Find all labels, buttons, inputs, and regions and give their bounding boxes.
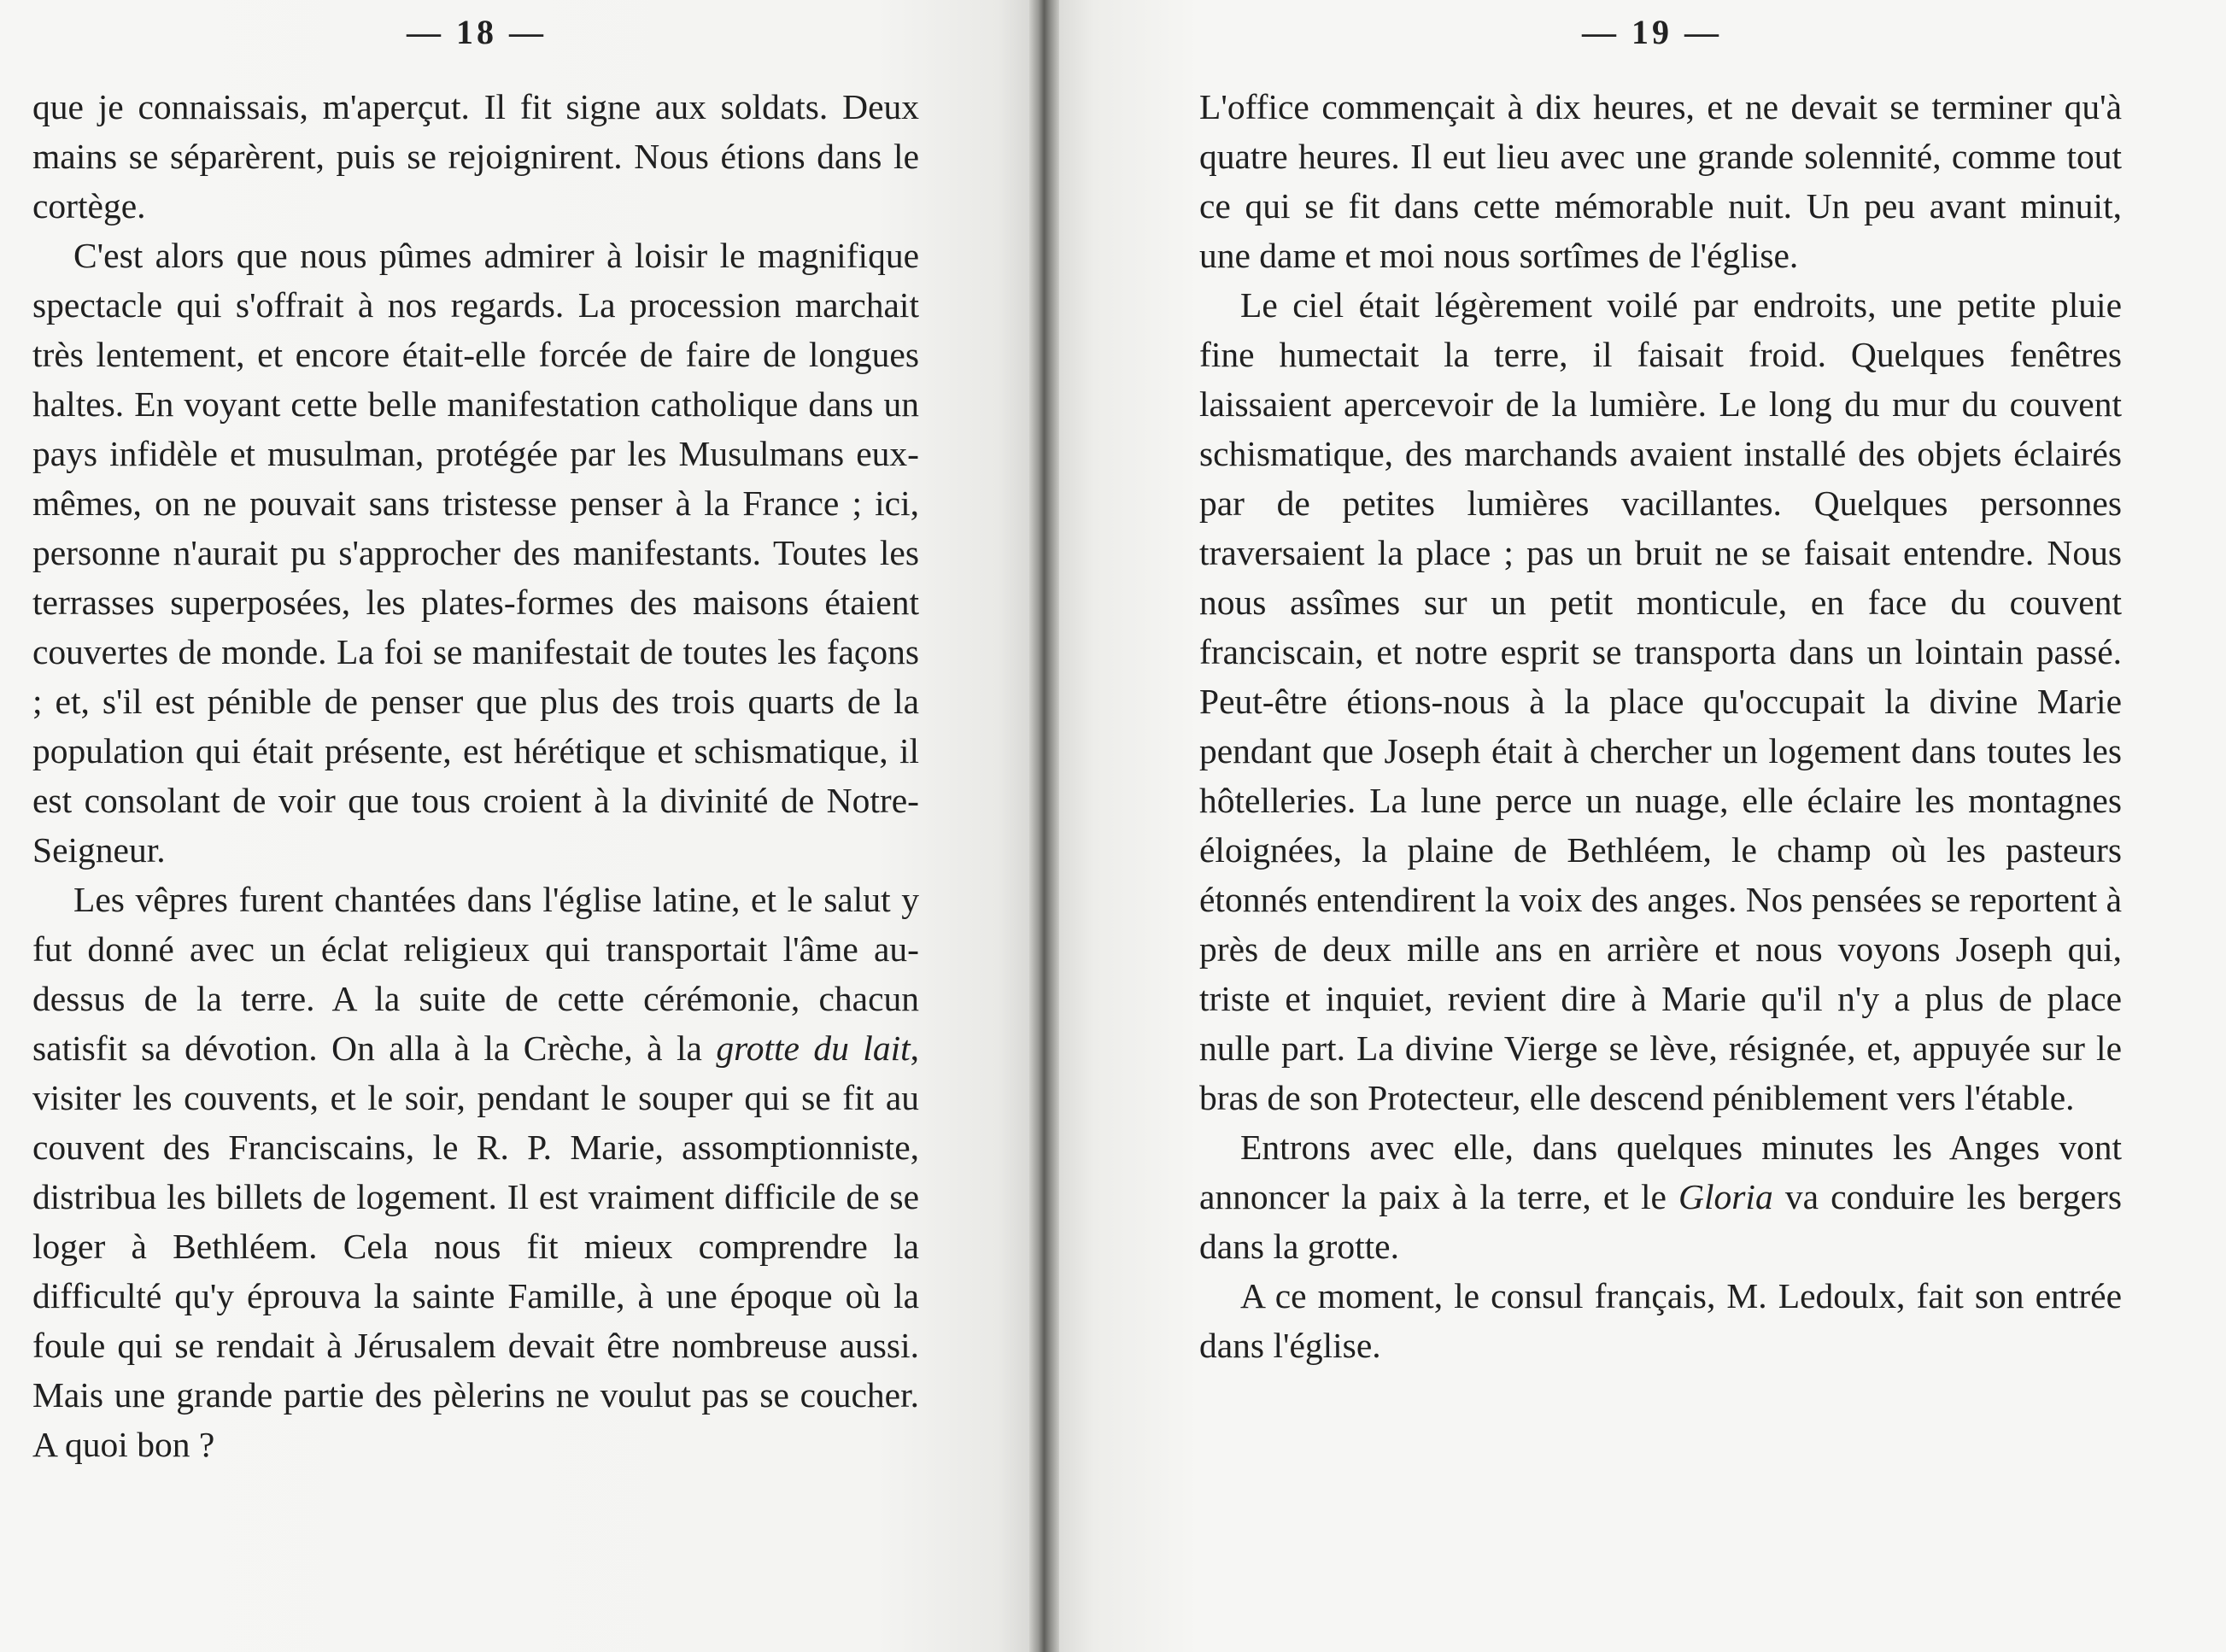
right-page-text (1199, 82, 2122, 1370)
left-page-text (32, 82, 919, 1469)
page-number-right: — 19 — (1582, 13, 1722, 51)
book-gutter (1029, 0, 1059, 1652)
right-page (1059, 0, 2226, 1652)
italic-phrase-grotte-du-lait: grotte du lait (716, 1028, 911, 1068)
text-segment: L'office commençait à dix heures, et ne devait se terminer qu'à quatre heures. Il eut lieu avec une grande solennité, comme tout ce qui se fit dans cette mémorable nuit. Un peu avant minuit, une dame et moi nous sortîmes de l'église. (1199, 87, 2122, 275)
left-paragraph-3 (32, 875, 919, 1469)
text-segment: Les vêpres furent chantées dans l'église latine, et le salut y fut donné avec un éclat religieux qui transportait l'âme au-dessus de la terre. A la suite de cette cérémonie, chacun satisfit sa dévotion. On alla à la Crèche, à la (32, 880, 919, 1068)
left-paragraph-1 (32, 82, 919, 231)
right-paragraph-4 (1199, 1271, 2122, 1370)
left-page (0, 0, 1029, 1652)
text-segment: C'est alors que nous pûmes admirer à loisir le magnifique spectacle qui s'offrait à nos regards. La procession marchait très lentement, et encore était-elle forcée de faire de longues haltes. En voyant cette belle manifestation catholique dans un pays infidèle et musulman, protégée par les Musulmans eux-mêmes, on ne pouvait sans tristesse penser à la France ; ici, personne n'aurait pu s'approcher des manifestants. Toutes les terrasses superposées, les plates-formes des maisons étaient couvertes de monde. La foi se manifestait de toutes les façons ; et, s'il est pénible de penser que plus des trois quarts de la population qui était présente, est hérétique et schismatique, il est consolant de voir que tous croient à la divinité de Notre-Seigneur. (32, 236, 919, 870)
right-paragraph-3 (1199, 1122, 2122, 1271)
text-segment: Entrons avec elle, dans quelques minutes les Anges vont annoncer la paix à la terre, et le (1199, 1128, 2122, 1216)
text-segment: A ce moment, le consul français, M. Ledoulx, fait son entrée dans l'église. (1199, 1276, 2122, 1365)
text-segment: Le ciel était légèrement voilé par endroits, une petite pluie fine humectait la terre, il faisait froid. Quelques fenêtres laissaient apercevoir de la lumière. Le long du mur du couvent schismatique, des marchands avaient installé des objets éclairés par de petites lumières vacillantes. Quelques personnes traversaient la place ; pas un bruit ne se faisait entendre. Nous nous assîmes sur un petit monticule, en face du couvent franciscain, et notre esprit se transporta dans un lointain passé. Peut-être étions-nous à la place qu'occupait la divine Marie pendant que Joseph était à chercher un logement dans toutes les hôtelleries. La lune perce un nuage, elle éclaire les montagnes éloignées, la plaine de Bethléem, le champ où les pasteurs étonnés entendirent la voix des anges. Nos pensées se reportent à près de deux mille ans en arrière et nous voyons Joseph qui, triste et inquiet, revient dire à Marie qu'il n'y a plus de place nulle part. La divine Vierge se lève, résignée, et, appuyée sur le bras de son Protecteur, elle descend péniblement vers l'étable. (1199, 285, 2122, 1117)
italic-word-gloria: Gloria (1678, 1177, 1773, 1216)
left-paragraph-2 (32, 231, 919, 875)
right-paragraph-1 (1199, 82, 2122, 280)
text-segment: va conduire les bergers dans la grotte. (1199, 1177, 2122, 1266)
text-segment: que je connaissais, m'aperçut. Il fit signe aux soldats. Deux mains se séparèrent, puis se rejoignirent. Nous étions dans le cortège. (32, 87, 919, 226)
text-segment: , visiter les couvents, et le soir, pendant le souper qui se fit au couvent des Franciscains, le R. P. Marie, assomptionniste, distribua les billets de logement. Il est vraiment difficile de se loger à Bethléem. Cela nous fit mieux comprendre la difficulté qu'y éprouva la sainte Famille, à une époque où la foule qui se rendait à Jérusalem devait être nombreuse aussi. Mais une grande partie des pèlerins ne voulut pas se coucher. A quoi bon ? (32, 1028, 920, 1464)
right-paragraph-2 (1199, 280, 2122, 1122)
page-number-left: — 18 — (407, 13, 547, 51)
